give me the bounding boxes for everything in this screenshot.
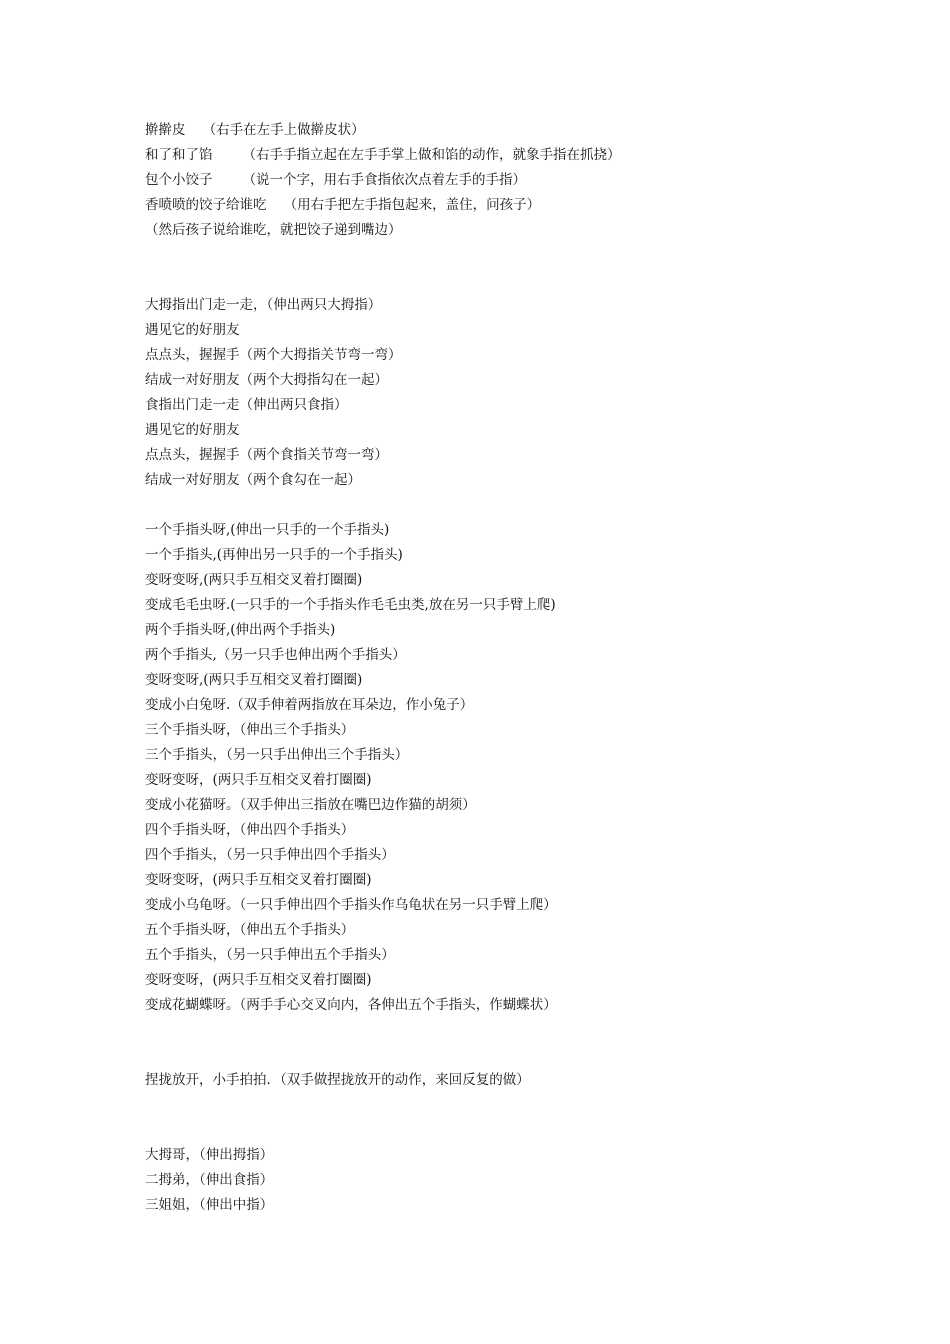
text-line: 五个手指头，（另一只手伸出五个手指头）: [145, 947, 395, 963]
spacer: [145, 243, 865, 293]
text-line: 点点头，握握手（两个大拇指关节弯一弯）: [145, 347, 402, 363]
text-line: 大拇哥，（伸出拇指）: [145, 1147, 274, 1163]
text-line: 大拇指出门走一走，（伸出两只大拇指）: [145, 297, 382, 313]
section-finger-counting: [145, 518, 865, 1018]
text-line: 变成花蝴蝶呀。（两手手心交叉向内，各伸出五个手指头，作蝴蝶状）: [145, 997, 557, 1013]
spacer: [145, 1093, 865, 1143]
text-line: 点点头，握握手（两个食指关节弯一弯）: [145, 447, 388, 463]
spacer: [145, 1018, 865, 1068]
text-line: 捏拢放开，小手拍拍．（双手做捏拢放开的动作，来回反复的做）: [145, 1072, 530, 1088]
section-finger-family: [145, 1143, 865, 1218]
text-line: 三个手指头，（另一只手出伸出三个手指头）: [145, 747, 409, 763]
text-line: 擀擀皮 （右手在左手上做擀皮状）: [145, 122, 365, 138]
section-clap: [145, 1068, 865, 1093]
text-line: 变成毛毛虫呀.(一只手的一个手指头作毛毛虫类,放在另一只手臂上爬): [145, 597, 556, 613]
text-line: 香喷喷的饺子给谁吃 （用右手把左手指包起来，盖住，问孩子）: [145, 197, 541, 213]
text-line: 包个小饺子 （说一个字，用右手食指依次点着左手的手指）: [145, 172, 527, 188]
document-page: [145, 118, 865, 1218]
section-thumb-friends: [145, 293, 865, 493]
text-line: 变呀变呀，(两只手互相交叉着打圈圈): [145, 872, 372, 888]
text-line: 三姐姐，（伸出中指）: [145, 1197, 274, 1213]
text-line: 遇见它的好朋友: [145, 422, 240, 438]
text-line: 四个手指头，（另一只手伸出四个手指头）: [145, 847, 395, 863]
text-line: 两个手指头呀,(伸出两个手指头): [145, 622, 336, 638]
text-line: 变成小乌龟呀。（一只手伸出四个手指头作乌龟状在另一只手臂上爬）: [145, 897, 557, 913]
text-line: 和了和了馅 （右手手指立起在左手手掌上做和馅的动作，就象手指在抓挠）: [145, 147, 621, 163]
text-line: 五个手指头呀，（伸出五个手指头）: [145, 922, 355, 938]
spacer: [145, 493, 865, 518]
text-line: 变成小花猫呀。（双手伸出三指放在嘴巴边作猫的胡须）: [145, 797, 476, 813]
text-line: 结成一对好朋友（两个食勾在一起）: [145, 472, 361, 488]
text-line: 变成小白兔呀.（双手伸着两指放在耳朵边，作小兔子）: [145, 697, 474, 713]
text-line: 结成一对好朋友（两个大拇指勾在一起）: [145, 372, 388, 388]
text-line: 两个手指头,（另一只手也伸出两个手指头）: [145, 647, 406, 663]
text-line: 四个手指头呀，（伸出四个手指头）: [145, 822, 355, 838]
text-line: 变呀变呀，(两只手互相交叉着打圈圈): [145, 772, 372, 788]
text-line: 变呀变呀，(两只手互相交叉着打圈圈): [145, 972, 372, 988]
text-line: 遇见它的好朋友: [145, 322, 240, 338]
text-line: （然后孩子说给谁吃，就把饺子递到嘴边）: [145, 222, 402, 238]
text-line: 三个手指头呀，（伸出三个手指头）: [145, 722, 355, 738]
text-line: 变呀变呀,(两只手互相交叉着打圈圈): [145, 672, 363, 688]
text-line: 变呀变呀,(两只手互相交叉着打圈圈): [145, 572, 363, 588]
text-line: 二拇弟，（伸出食指）: [145, 1172, 274, 1188]
text-line: 一个手指头呀,(伸出一只手的一个手指头): [145, 522, 390, 538]
text-line: 一个手指头,(再伸出另一只手的一个手指头): [145, 547, 403, 563]
section-dumplings: [145, 118, 865, 243]
text-line: 食指出门走一走（伸出两只食指）: [145, 397, 348, 413]
